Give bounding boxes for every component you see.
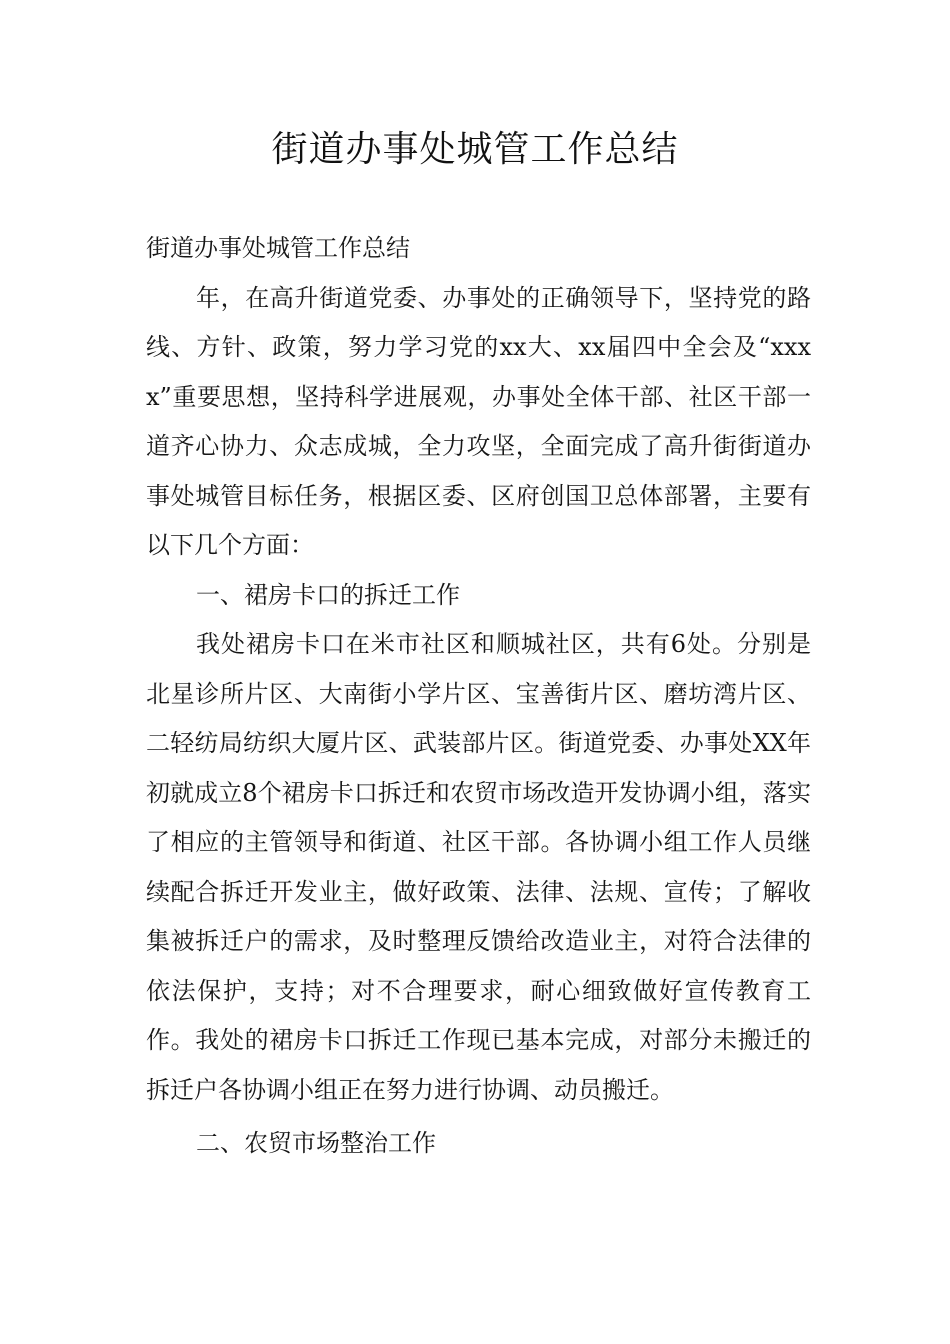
document-title: 街道办事处城管工作总结 (271, 129, 679, 170)
document-body (146, 224, 811, 1169)
section-heading-1: 一、裙房卡口的拆迁工作 (196, 580, 460, 609)
intro-paragraph: 年，在高升街道党委、办事处的正确领导下，坚持党的路线、方针、政策，努力学习党的xx大、xx届四中全会及“xxxx”重要思想，坚持科学进展观，办事处全体干部、社区干部一道齐心协力、众志成城，全力攻坚，全面完成了高升街街道办事处城管目标任务，根据区委、区府创国卫总体部署，主要有以下几个方面： (146, 283, 811, 559)
section-heading-2: 二、农贸市场整治工作 (196, 1129, 436, 1157)
section-1-paragraph: 我处裙房卡口在米市社区和顺城社区，共有6处。分别是北星诊所片区、大南街小学片区、宝善街片区、磨坊湾片区、二轻纺局纺织大厦片区、武装部片区。街道党委、办事处XX年初就成立8个裙房卡口拆迁和农贸市场改造开发协调小组，落实了相应的主管领导和街道、社区干部。各协调小组工作人员继续配合拆迁开发业主，做好政策、法律、法规、宣传；了解收集被拆迁户的需求，及时整理反馈给改造业主，对符合法律的依法保护，支持；对不合理要求，耐心细致做好宣传教育工作。我处的裙房卡口拆迁工作现已基本完成，对部分未搬迁的拆迁户各协调小组正在努力进行协调、动员搬迁。 (146, 630, 811, 1104)
document-subtitle: 街道办事处城管工作总结 (146, 234, 410, 262)
